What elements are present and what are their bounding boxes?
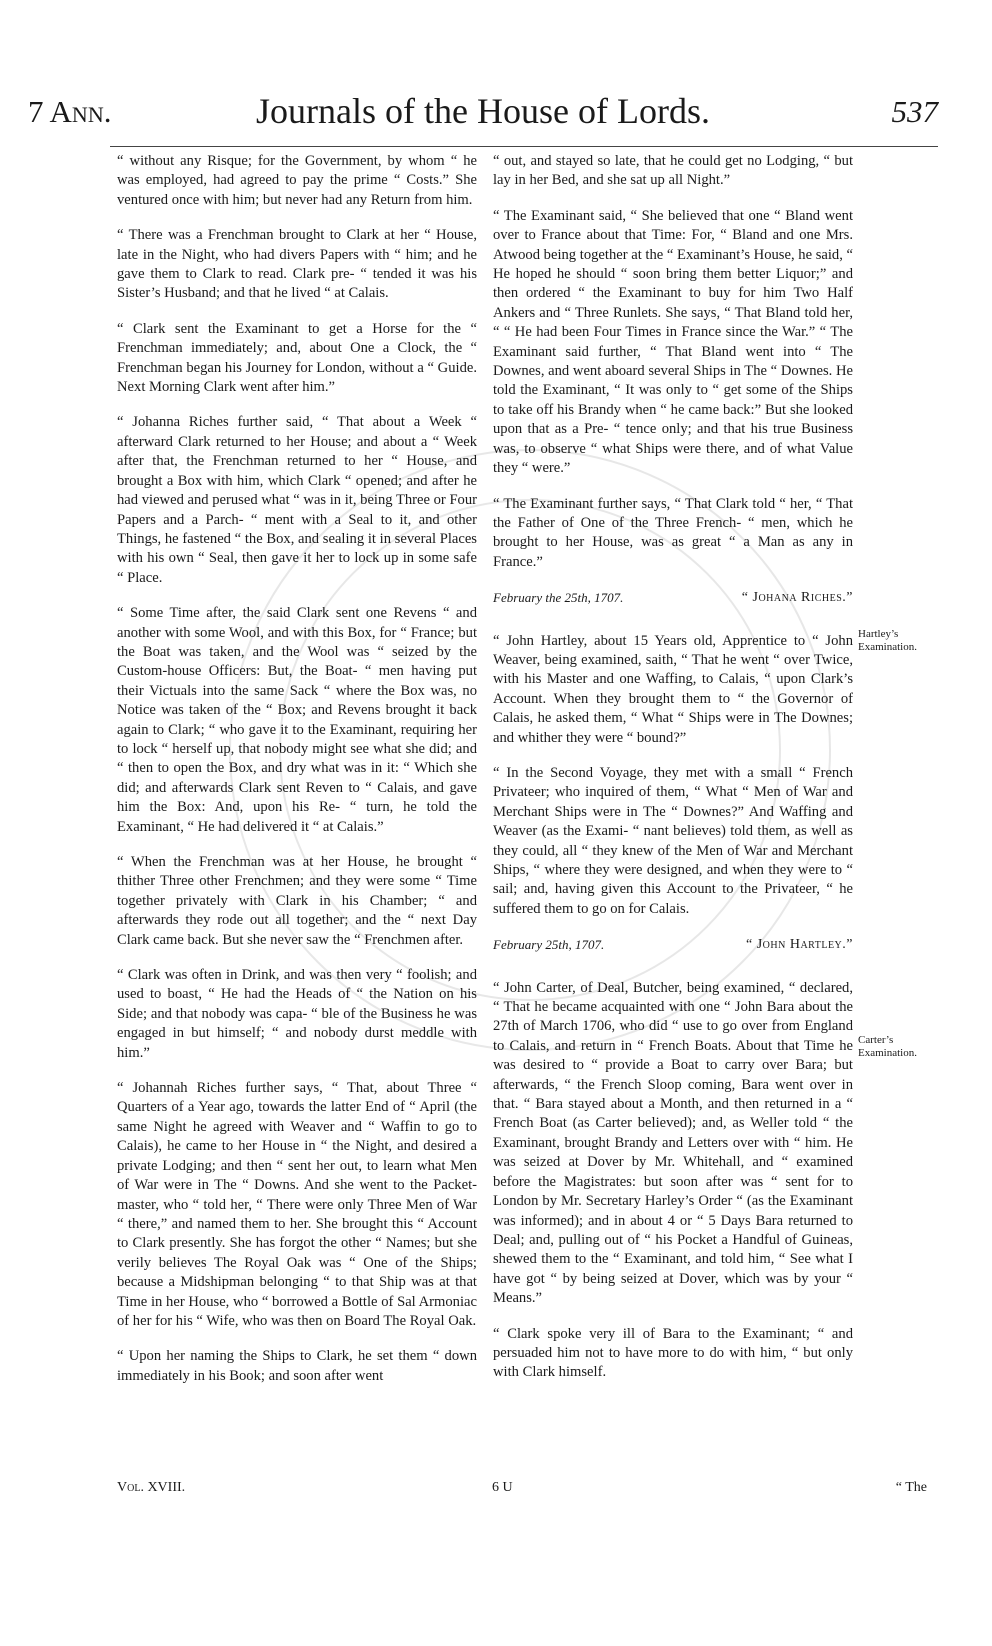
paragraph: “ Clark spoke very ill of Bara to the Examinant; “ and persuaded him not to have more to do with him, “ but only with Clark himself.	[493, 1325, 853, 1381]
paragraph: “ Clark was often in Drink, and was then very “ foolish; and used to boast, “ He had the Heads of “ the Nation on his Side; and that nobody was capa- “ ble of the Business he was engaged in but himself; “ and nobody durst meddle with him.”	[117, 967, 477, 1061]
paragraph: “ Johanna Riches further said, “ That about a Week “ afterward Clark returned to her House; and about a “ Week after that, the Frenchman returned to her “ House, and brought a Box with him, which Clark “ opened; and after he had viewed and perused what “ was in it, being Three or Four Papers and a Parch- “ ment with a Seal to it, and other Things, he fastened “ the Box, and sealing it in several Places with his own “ Seal, then gave it her to lock up in some safe “ Place.	[117, 414, 478, 586]
page-header	[28, 84, 938, 144]
left-column	[117, 152, 477, 1402]
signature-name: “ John Hartley.”	[746, 937, 853, 953]
paragraph: “ Clark sent the Examinant to get a Horse for the “ Frenchman immediately; and, about One a Clock, the “ Frenchman began his Journey for London, without a “ Guide. Next Morning Clark went after him.”	[117, 320, 477, 396]
right-column	[493, 152, 853, 1399]
paragraph: “ There was a Frenchman brought to Clark at her “ House, late in the Night, who had divers Papers with “ him; and he gave them to Clark to read. Clark pre- “ tended it was his Sister’s Husband; and that he lived “ at Calais.	[117, 227, 477, 302]
paragraph: “ John Hartley, about 15 Years old, Apprentice to “ John Weaver, being examined, saith, “ That he went “ over Twice, with his Master and one Waffing, to Calais, “ upon Clark’s Account. When they brought them to “ the Governor of Calais, he asked them, “ What “ Ships were in The Downes; and whither they were “ bound?”	[493, 632, 853, 746]
signature-line	[493, 935, 853, 954]
paragraph: “ The Examinant further says, “ That Clark told “ her, “ That the Father of One of the Three French- “ men, which he brought to her House, was as great “ a Man as any in France.”	[493, 495, 853, 570]
paragraph: “ Some Time after, the said Clark sent one Revens “ and another with some Wool, and with this Box, for “ France; but the Boat was taken, and the Wool was “ seized by the Custom-house Officers: But, the Boat- “ men having put their Victuals into the same Sack “ where the Box was, no Notice was taken of the “ Box; and Revens brought it back again to Clark; “ who gave it to the Examinant, requiring her to lock “ herself up, that nobody might see what she did; and “ then to open the Box, and dry what was in it: “ Which she did; and afterwards Clark sent Reven to “ Calais, and gave him the Box: And, upon his Re- “ turn, he told the Examinant, “ He had delivered it “ at Calais.”	[117, 605, 477, 835]
paragraph: “ When the Frenchman was at her House, he brought “ thither Three other Frenchmen; and they were some “ Time together privately with Clark in his Chamber; “ and afterwards they rode out all together; and the “ next Day Clark came back. But she never saw the “ Frenchmen after.	[117, 854, 477, 948]
page-footer	[117, 1480, 927, 1504]
paragraph: “ Upon her naming the Ships to Clark, he set them “ down immediately in his Book; and soon after went	[117, 1348, 477, 1384]
signature-line	[493, 588, 853, 607]
regnal-year: 7 Ann.	[28, 94, 112, 129]
paragraph: “ The Examinant said, “ She believed that one “ Bland went over to France about that Time: For, “ Bland and one Mrs. Atwood being together at the “ Examinant’s House, he said, “ He hoped he should “ soon bring them better Liquor;” and then ordered “ the Examinant to buy for him Two Half Ankers and “ Three Runlets. She says, “ That Bland told her, “ “ He had been Four Times in France since the War.” “ The Examinant said further, “ That Bland went into “ The Downes, and went aboard several Ships in The “ Downes. He told the Examinant, “ It was only to “ get some of the Ships to take off his Brandy when “ he came back:” But she looked upon that as a Pre- “ tence only; and that his true Business was, to observe “ what Ships were there, and of what Value they “ were.”	[493, 207, 853, 477]
running-title: Journals of the House of Lords.	[256, 91, 710, 131]
paragraph: “ Johannah Riches further says, “ That, about Three “ Quarters of a Year ago, towards the latter End of “ April (the same Night he agreed with Weaver and “ Waffin to go to Calais), he came to her House in “ the Night, and desired a private Lodging; and then “ sent her out, to learn what Men of War were in The “ Downs. And she went to the Packet-master, who “ told her, “ There were only Three Men of War “ there,” and named them to her. She brought this “ Account to Clark presently. She has forgot the other “ Names; but she verily believes The Royal Oak was “ One of the Ships; because a Midshipman belonging “ to that Ship was at that Time in her House, who “ borrowed a Bottle of Sal Armoniac of her for his “ Wife, who was then on Board The Royal Oak.	[117, 1080, 477, 1329]
volume-label: Vol. XVIII.	[117, 1480, 186, 1495]
paragraph: “ out, and stayed so late, that he could get no Lodging, “ but lay in her Bed, and she sat up all Night.”	[493, 153, 853, 189]
signature-date: February 25th, 1707.	[493, 937, 605, 953]
page-number: 537	[891, 94, 938, 129]
header-rule	[110, 146, 938, 147]
signature-date: February the 25th, 1707.	[493, 590, 624, 606]
signature-mark: 6 U	[492, 1480, 513, 1495]
margin-note-carter: Carter’s Examination.	[858, 1034, 917, 1059]
paragraph: “ without any Risque; for the Government, by whom “ he was employed, had agreed to pay the prime “ Costs.” She ventured once with him; but never had any Return from him.	[117, 153, 477, 208]
paragraph: “ John Carter, of Deal, Butcher, being examined, “ declared, “ That he became acquainted with one “ John Bara about the 27th of March 1706, who did “ use to go over from England to Calais, and return in “ French Boats. About that Time he was desired to “ provide a Boat to carry over Bara; but afterwards, “ the French Sloop coming, Bara went over in that. “ Bara stayed about a Month, and then returned in a “ French Boat (as Carter believed); and, as Weller told “ the Examinant, brought Brandy and Letters over with “ him. He was seized at Dover by Mr. Whitehall, and “ examined before the Magistrates: but soon after was “ sent for to London by Mr. Secretary Harley’s Order “ (as the Examinant was informed); and in about 4 or “ 5 Days Bara returned to Deal; and, pulling out of “ his Pocket a Handful of Guineas, shewed them to the “ Examinant, and told him, “ See what I have got “ by being seized at Dover, which was by your “ Means.”	[493, 979, 853, 1307]
margin-note-hartley: Hartley’s Examination.	[858, 628, 917, 653]
catchword: “ The	[895, 1480, 927, 1495]
signature-name: “ Johana Riches.”	[741, 590, 853, 606]
paragraph: “ In the Second Voyage, they met with a small “ French Privateer; who inquired of them, “ What “ Men of War and Merchant Ships were in The “ Downes?” And Waffing and Weaver (as the Exami- “ nant believes) told them, as well as they could, all “ they knew of the Men of War and Merchant Ships, “ where they were designed, and when they were to “ sail; and, having given this Account to the Privateer, “ he suffered them to go on for Calais.	[493, 764, 853, 917]
